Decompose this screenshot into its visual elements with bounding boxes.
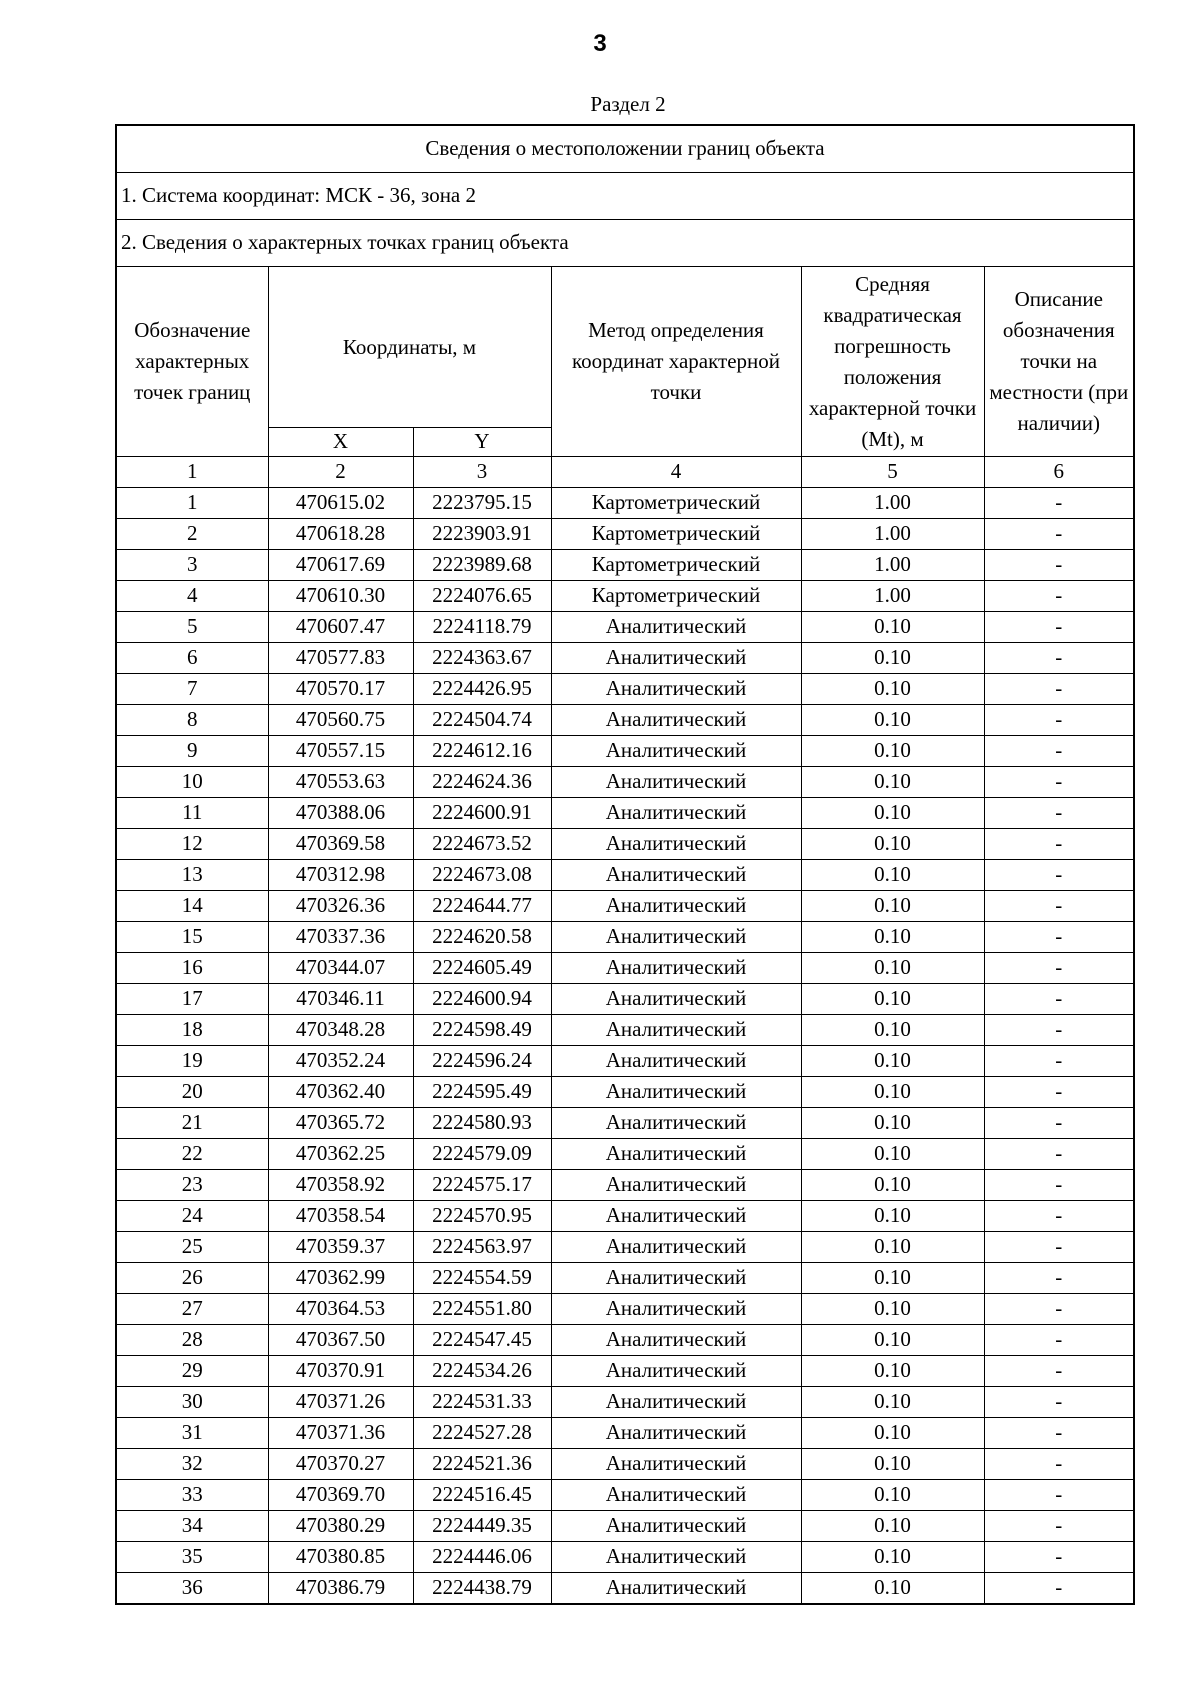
table-row [116, 1387, 1134, 1418]
method: Аналитический [551, 767, 801, 798]
coord-x: 470348.28 [268, 1015, 413, 1046]
coord-x: 470618.28 [268, 519, 413, 550]
coord-x: 470388.06 [268, 798, 413, 829]
table-row [116, 1015, 1134, 1046]
error-value: 0.10 [801, 798, 984, 829]
coord-y: 2224363.67 [413, 643, 551, 674]
boundary-points-table [115, 124, 1135, 1605]
coord-x: 470346.11 [268, 984, 413, 1015]
coord-y: 2224449.35 [413, 1511, 551, 1542]
header-method: Метод определения координат характерной точки [551, 267, 801, 457]
point-number: 10 [116, 767, 268, 798]
coord-y: 2224575.17 [413, 1170, 551, 1201]
column-header-row [116, 267, 1134, 428]
coord-y: 2223795.15 [413, 488, 551, 519]
method: Аналитический [551, 1263, 801, 1294]
description: - [984, 736, 1134, 767]
description: - [984, 1015, 1134, 1046]
coord-y: 2224595.49 [413, 1077, 551, 1108]
description: - [984, 1542, 1134, 1573]
method: Аналитический [551, 922, 801, 953]
description: - [984, 1387, 1134, 1418]
error-value: 0.10 [801, 1232, 984, 1263]
error-value: 0.10 [801, 922, 984, 953]
description: - [984, 550, 1134, 581]
error-value: 0.10 [801, 860, 984, 891]
method: Аналитический [551, 1356, 801, 1387]
coord-x: 470370.27 [268, 1449, 413, 1480]
point-number: 23 [116, 1170, 268, 1201]
point-number: 17 [116, 984, 268, 1015]
coord-y: 2224600.91 [413, 798, 551, 829]
coord-y: 2224673.52 [413, 829, 551, 860]
point-number: 34 [116, 1511, 268, 1542]
description: - [984, 922, 1134, 953]
coord-y: 2224554.59 [413, 1263, 551, 1294]
coord-x: 470358.54 [268, 1201, 413, 1232]
coord-x: 470607.47 [268, 612, 413, 643]
description: - [984, 1201, 1134, 1232]
coord-y: 2224531.33 [413, 1387, 551, 1418]
point-number: 5 [116, 612, 268, 643]
error-value: 0.10 [801, 953, 984, 984]
header-x: X [268, 428, 413, 457]
table-row [116, 1480, 1134, 1511]
error-value: 0.10 [801, 767, 984, 798]
description: - [984, 1325, 1134, 1356]
table-row [116, 643, 1134, 674]
method: Аналитический [551, 984, 801, 1015]
description: - [984, 612, 1134, 643]
header-description: Описание обозначения точки на местности (при наличии) [984, 267, 1134, 457]
error-value: 0.10 [801, 1418, 984, 1449]
coord-y: 2224547.45 [413, 1325, 551, 1356]
coord-x: 470560.75 [268, 705, 413, 736]
description: - [984, 519, 1134, 550]
coord-y: 2224551.80 [413, 1294, 551, 1325]
coord-x: 470326.36 [268, 891, 413, 922]
description: - [984, 984, 1134, 1015]
error-value: 0.10 [801, 1170, 984, 1201]
method: Аналитический [551, 705, 801, 736]
coord-y: 2224438.79 [413, 1573, 551, 1605]
description: - [984, 488, 1134, 519]
table-row [116, 550, 1134, 581]
method: Аналитический [551, 1170, 801, 1201]
error-value: 0.10 [801, 1511, 984, 1542]
point-number: 3 [116, 550, 268, 581]
error-value: 0.10 [801, 705, 984, 736]
coord-y: 2224598.49 [413, 1015, 551, 1046]
header-point-designation: Обозначение характерных точек границ [116, 267, 268, 457]
method: Аналитический [551, 1077, 801, 1108]
description: - [984, 1480, 1134, 1511]
point-number: 6 [116, 643, 268, 674]
column-number: 3 [413, 457, 551, 488]
method: Аналитический [551, 1511, 801, 1542]
method: Аналитический [551, 1015, 801, 1046]
table-row [116, 1542, 1134, 1573]
coord-y: 2224579.09 [413, 1139, 551, 1170]
point-number: 25 [116, 1232, 268, 1263]
coord-x: 470610.30 [268, 581, 413, 612]
point-number: 26 [116, 1263, 268, 1294]
column-number: 2 [268, 457, 413, 488]
point-number: 4 [116, 581, 268, 612]
description: - [984, 1356, 1134, 1387]
coord-y: 2223989.68 [413, 550, 551, 581]
point-number: 31 [116, 1418, 268, 1449]
error-value: 0.10 [801, 1263, 984, 1294]
coord-y: 2224446.06 [413, 1542, 551, 1573]
description: - [984, 643, 1134, 674]
coord-x: 470369.58 [268, 829, 413, 860]
table-row [116, 984, 1134, 1015]
coord-x: 470352.24 [268, 1046, 413, 1077]
error-value: 0.10 [801, 984, 984, 1015]
table-row [116, 1201, 1134, 1232]
error-value: 0.10 [801, 1015, 984, 1046]
method: Аналитический [551, 860, 801, 891]
table-row [116, 1356, 1134, 1387]
point-number: 30 [116, 1387, 268, 1418]
error-value: 0.10 [801, 736, 984, 767]
method: Аналитический [551, 1542, 801, 1573]
coord-x: 470617.69 [268, 550, 413, 581]
table-title: Сведения о местоположении границ объекта [116, 125, 1134, 173]
coord-y: 2224516.45 [413, 1480, 551, 1511]
description: - [984, 1418, 1134, 1449]
method: Аналитический [551, 1201, 801, 1232]
coord-y: 2224600.94 [413, 984, 551, 1015]
method: Аналитический [551, 1573, 801, 1605]
error-value: 1.00 [801, 488, 984, 519]
coord-x: 470380.85 [268, 1542, 413, 1573]
method: Аналитический [551, 1046, 801, 1077]
method: Картометрический [551, 488, 801, 519]
error-value: 0.10 [801, 674, 984, 705]
coord-x: 470380.29 [268, 1511, 413, 1542]
description: - [984, 581, 1134, 612]
error-value: 0.10 [801, 1449, 984, 1480]
method: Аналитический [551, 736, 801, 767]
table-row [116, 798, 1134, 829]
coord-x: 470312.98 [268, 860, 413, 891]
description: - [984, 1077, 1134, 1108]
table-row [116, 1573, 1134, 1605]
method: Аналитический [551, 829, 801, 860]
table-row [116, 891, 1134, 922]
coord-y: 2224527.28 [413, 1418, 551, 1449]
point-number: 9 [116, 736, 268, 767]
coord-x: 470367.50 [268, 1325, 413, 1356]
point-number: 8 [116, 705, 268, 736]
coord-x: 470337.36 [268, 922, 413, 953]
coord-x: 470553.63 [268, 767, 413, 798]
error-value: 0.10 [801, 1294, 984, 1325]
method: Аналитический [551, 643, 801, 674]
method: Аналитический [551, 891, 801, 922]
coord-x: 470371.26 [268, 1387, 413, 1418]
description: - [984, 798, 1134, 829]
table-row [116, 1139, 1134, 1170]
coord-x: 470364.53 [268, 1294, 413, 1325]
point-number: 1 [116, 488, 268, 519]
point-number: 24 [116, 1201, 268, 1232]
point-number: 7 [116, 674, 268, 705]
table-row [116, 705, 1134, 736]
error-value: 0.10 [801, 1542, 984, 1573]
method: Аналитический [551, 674, 801, 705]
coord-x: 470371.36 [268, 1418, 413, 1449]
coord-y: 2224580.93 [413, 1108, 551, 1139]
point-number: 11 [116, 798, 268, 829]
point-number: 20 [116, 1077, 268, 1108]
table-row [116, 953, 1134, 984]
coord-x: 470362.25 [268, 1139, 413, 1170]
error-value: 0.10 [801, 1139, 984, 1170]
error-value: 0.10 [801, 891, 984, 922]
coordinate-system-row [116, 173, 1134, 220]
method: Аналитический [551, 1139, 801, 1170]
table-row [116, 736, 1134, 767]
coord-y: 2224426.95 [413, 674, 551, 705]
table-row [116, 519, 1134, 550]
point-number: 28 [116, 1325, 268, 1356]
coord-y: 2224570.95 [413, 1201, 551, 1232]
table-row [116, 1263, 1134, 1294]
error-value: 0.10 [801, 1046, 984, 1077]
coord-x: 470365.72 [268, 1108, 413, 1139]
method: Аналитический [551, 1108, 801, 1139]
table-row [116, 1046, 1134, 1077]
coord-x: 470557.15 [268, 736, 413, 767]
coord-x: 470615.02 [268, 488, 413, 519]
method: Аналитический [551, 798, 801, 829]
description: - [984, 860, 1134, 891]
coord-y: 2224673.08 [413, 860, 551, 891]
table-row [116, 1325, 1134, 1356]
header-error: Средняя квадратическая погрешность положения характерной точки (Mt), м [801, 267, 984, 457]
method: Аналитический [551, 1418, 801, 1449]
method: Аналитический [551, 1387, 801, 1418]
description: - [984, 705, 1134, 736]
description: - [984, 953, 1134, 984]
error-value: 0.10 [801, 1480, 984, 1511]
description: - [984, 1046, 1134, 1077]
column-number: 1 [116, 457, 268, 488]
error-value: 0.10 [801, 1356, 984, 1387]
header-y: Y [413, 428, 551, 457]
error-value: 0.10 [801, 1201, 984, 1232]
point-number: 13 [116, 860, 268, 891]
column-numbers-row [116, 457, 1134, 488]
table-row [116, 1294, 1134, 1325]
description: - [984, 1170, 1134, 1201]
table-row [116, 1232, 1134, 1263]
table-row [116, 860, 1134, 891]
column-number: 5 [801, 457, 984, 488]
coord-y: 2224563.97 [413, 1232, 551, 1263]
table-title-row [116, 125, 1134, 173]
table-row [116, 581, 1134, 612]
points-heading-row [116, 220, 1134, 267]
table-body [116, 125, 1134, 1604]
coord-y: 2224620.58 [413, 922, 551, 953]
coordinate-system: 1. Система координат: МСК - 36, зона 2 [116, 173, 1134, 220]
coord-x: 470359.37 [268, 1232, 413, 1263]
description: - [984, 1139, 1134, 1170]
point-number: 27 [116, 1294, 268, 1325]
point-number: 19 [116, 1046, 268, 1077]
point-number: 35 [116, 1542, 268, 1573]
point-number: 21 [116, 1108, 268, 1139]
description: - [984, 1449, 1134, 1480]
error-value: 0.10 [801, 1387, 984, 1418]
coord-y: 2224534.26 [413, 1356, 551, 1387]
coord-y: 2224612.16 [413, 736, 551, 767]
method: Аналитический [551, 1325, 801, 1356]
table-row [116, 488, 1134, 519]
method: Картометрический [551, 550, 801, 581]
error-value: 0.10 [801, 1325, 984, 1356]
method: Аналитический [551, 1232, 801, 1263]
method: Аналитический [551, 953, 801, 984]
coord-y: 2224605.49 [413, 953, 551, 984]
point-number: 29 [116, 1356, 268, 1387]
coord-x: 470370.91 [268, 1356, 413, 1387]
coord-y: 2224624.36 [413, 767, 551, 798]
table-row [116, 674, 1134, 705]
description: - [984, 1294, 1134, 1325]
table-row [116, 829, 1134, 860]
header-coordinates: Координаты, м [268, 267, 551, 428]
description: - [984, 891, 1134, 922]
method: Картометрический [551, 519, 801, 550]
table-row [116, 1449, 1134, 1480]
table-row [116, 1418, 1134, 1449]
error-value: 0.10 [801, 829, 984, 860]
point-number: 32 [116, 1449, 268, 1480]
table-row [116, 922, 1134, 953]
coord-y: 2224596.24 [413, 1046, 551, 1077]
coord-x: 470386.79 [268, 1573, 413, 1605]
coord-y: 2224076.65 [413, 581, 551, 612]
description: - [984, 829, 1134, 860]
points-heading: 2. Сведения о характерных точках границ объекта [116, 220, 1134, 267]
coord-x: 470358.92 [268, 1170, 413, 1201]
coord-y: 2224644.77 [413, 891, 551, 922]
method: Аналитический [551, 1480, 801, 1511]
error-value: 1.00 [801, 550, 984, 581]
method: Аналитический [551, 612, 801, 643]
table-row [116, 1511, 1134, 1542]
error-value: 0.10 [801, 1573, 984, 1605]
point-number: 2 [116, 519, 268, 550]
table-row [116, 767, 1134, 798]
coord-y: 2223903.91 [413, 519, 551, 550]
method: Картометрический [551, 581, 801, 612]
column-number: 4 [551, 457, 801, 488]
coord-x: 470570.17 [268, 674, 413, 705]
description: - [984, 1511, 1134, 1542]
table-row [116, 612, 1134, 643]
description: - [984, 1232, 1134, 1263]
description: - [984, 1263, 1134, 1294]
section-title: Раздел 2 [590, 92, 666, 116]
error-value: 1.00 [801, 581, 984, 612]
description: - [984, 1573, 1134, 1605]
point-number: 15 [116, 922, 268, 953]
coord-x: 470344.07 [268, 953, 413, 984]
table-row [116, 1170, 1134, 1201]
point-number: 18 [116, 1015, 268, 1046]
point-number: 16 [116, 953, 268, 984]
error-value: 0.10 [801, 643, 984, 674]
column-number: 6 [984, 457, 1134, 488]
coord-x: 470369.70 [268, 1480, 413, 1511]
error-value: 0.10 [801, 1077, 984, 1108]
description: - [984, 674, 1134, 705]
error-value: 1.00 [801, 519, 984, 550]
point-number: 33 [116, 1480, 268, 1511]
method: Аналитический [551, 1294, 801, 1325]
coord-x: 470577.83 [268, 643, 413, 674]
coord-y: 2224504.74 [413, 705, 551, 736]
point-number: 12 [116, 829, 268, 860]
point-number: 22 [116, 1139, 268, 1170]
description: - [984, 1108, 1134, 1139]
point-number: 36 [116, 1573, 268, 1605]
page-number: 3 [593, 30, 607, 57]
description: - [984, 767, 1134, 798]
table-row [116, 1108, 1134, 1139]
point-number: 14 [116, 891, 268, 922]
coord-x: 470362.99 [268, 1263, 413, 1294]
error-value: 0.10 [801, 1108, 984, 1139]
coord-x: 470362.40 [268, 1077, 413, 1108]
coord-y: 2224118.79 [413, 612, 551, 643]
error-value: 0.10 [801, 612, 984, 643]
coord-y: 2224521.36 [413, 1449, 551, 1480]
method: Аналитический [551, 1449, 801, 1480]
table-row [116, 1077, 1134, 1108]
